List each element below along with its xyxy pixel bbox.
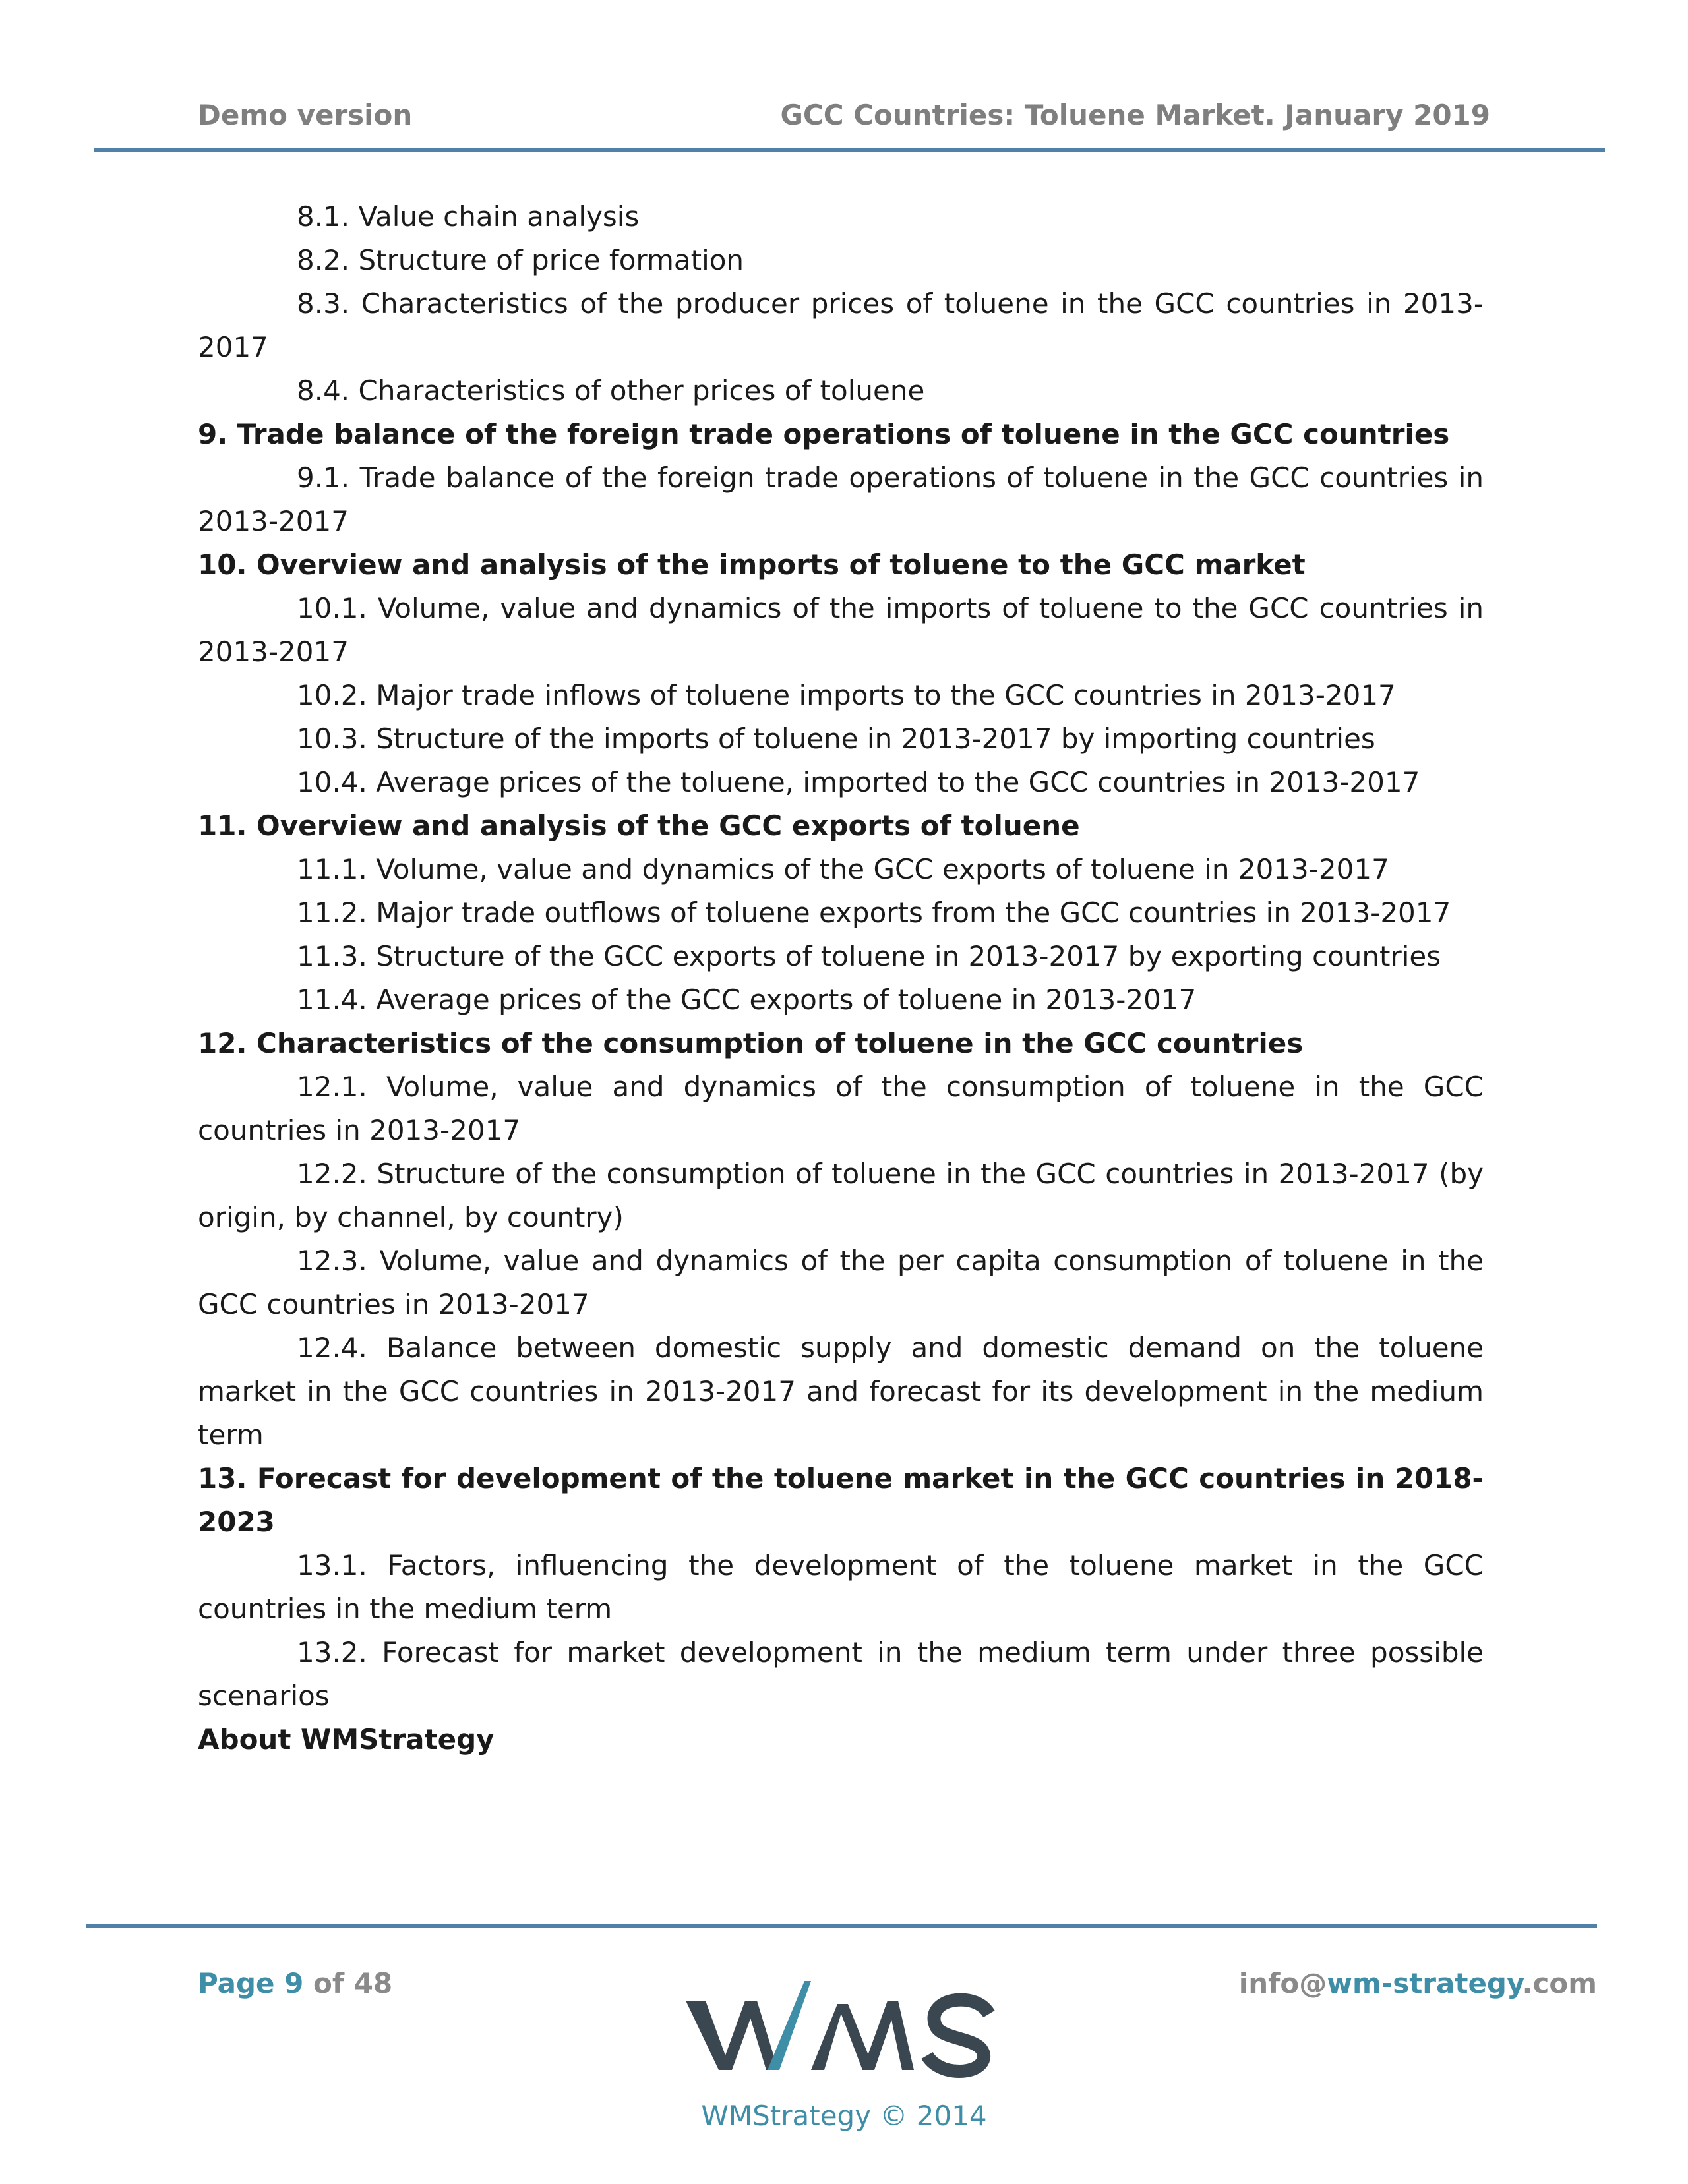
toc-subsection-item: 12.2. Structure of the consumption of toluene in the GCC countries in 2013-2017 (by origin, by channel, by country) <box>198 1158 1484 1233</box>
page-current: 9 <box>284 1967 304 1999</box>
toc-subsection-item: 13.2. Forecast for market development in the medium term under three possible scenarios <box>198 1636 1484 1712</box>
toc-subsection-item: 8.3. Characteristics of the producer prices of toluene in the GCC countries in 2013-2017 <box>198 287 1484 363</box>
toc-section-heading: 13. Forecast for development of the toluene market in the GCC countries in 2018-2023 <box>198 1462 1484 1538</box>
email-domain: wm-strategy <box>1327 1967 1522 1999</box>
header-demo-label: Demo version <box>198 99 413 131</box>
table-of-contents <box>198 195 1484 1761</box>
toc-subsection-item: 8.4. Characteristics of other prices of toluene <box>297 374 925 407</box>
toc-section-heading: 9. Trade balance of the foreign trade operations of toluene in the GCC countries <box>198 418 1450 450</box>
toc-section-heading: 12. Characteristics of the consumption of toluene in the GCC countries <box>198 1027 1304 1059</box>
toc-subsection-item: 13.1. Factors, influencing the development of the toluene market in the GCC countries in the medium term <box>198 1549 1484 1625</box>
toc-section-heading: About WMStrategy <box>198 1723 495 1756</box>
contact-email[interactable] <box>1239 1967 1597 1999</box>
toc-subsection-item: 9.1. Trade balance of the foreign trade operations of toluene in the GCC countries in 2013-2017 <box>198 461 1484 537</box>
wms-logo-icon <box>679 1978 1009 2096</box>
page-of: of <box>313 1967 345 1999</box>
toc-subsection-item: 11.3. Structure of the GCC exports of toluene in 2013-2017 by exporting countries <box>297 940 1441 972</box>
page-number <box>198 1967 392 1999</box>
toc-subsection-item: 12.1. Volume, value and dynamics of the consumption of toluene in the GCC countries in 2013-2017 <box>198 1071 1484 1146</box>
toc-section-heading: 10. Overview and analysis of the imports of toluene to the GCC market <box>198 548 1306 581</box>
logo-caption: WMStrategy © 2014 <box>701 2100 987 2132</box>
header-report-title: GCC Countries: Toluene Market. January 2019 <box>780 99 1490 131</box>
toc-subsection-item: 8.1. Value chain analysis <box>297 200 640 233</box>
footer-rule <box>86 1924 1597 1928</box>
toc-subsection-item: 11.4. Average prices of the GCC exports of toluene in 2013-2017 <box>297 984 1197 1016</box>
page-word: Page <box>198 1967 275 1999</box>
toc-section-heading: 11. Overview and analysis of the GCC exports of toluene <box>198 810 1080 842</box>
toc-subsection-item: 10.1. Volume, value and dynamics of the imports of toluene to the GCC countries in 2013-2017 <box>198 592 1484 668</box>
toc-subsection-item: 12.3. Volume, value and dynamics of the per capita consumption of toluene in the GCC countries in 2013-2017 <box>198 1245 1484 1320</box>
email-tld: .com <box>1522 1967 1597 1999</box>
header-rule <box>94 148 1605 152</box>
email-user: info@ <box>1238 1967 1327 1999</box>
toc-subsection-item: 10.3. Structure of the imports of toluene in 2013-2017 by importing countries <box>297 723 1375 755</box>
toc-subsection-item: 10.4. Average prices of the toluene, imported to the GCC countries in 2013-2017 <box>297 766 1420 798</box>
toc-subsection-item: 11.1. Volume, value and dynamics of the GCC exports of toluene in 2013-2017 <box>297 853 1389 885</box>
toc-subsection-item: 10.2. Major trade inflows of toluene imports to the GCC countries in 2013-2017 <box>297 679 1396 711</box>
toc-subsection-item: 12.4. Balance between domestic supply and domestic demand on the toluene market in the GCC countries in 2013-2017 and forecast for its development in the medium term <box>198 1332 1484 1451</box>
toc-subsection-item: 8.2. Structure of price formation <box>297 244 744 276</box>
page-header <box>198 99 1490 138</box>
page-total: 48 <box>353 1967 393 1999</box>
toc-subsection-item: 11.2. Major trade outflows of toluene exports from the GCC countries in 2013-2017 <box>297 897 1451 929</box>
